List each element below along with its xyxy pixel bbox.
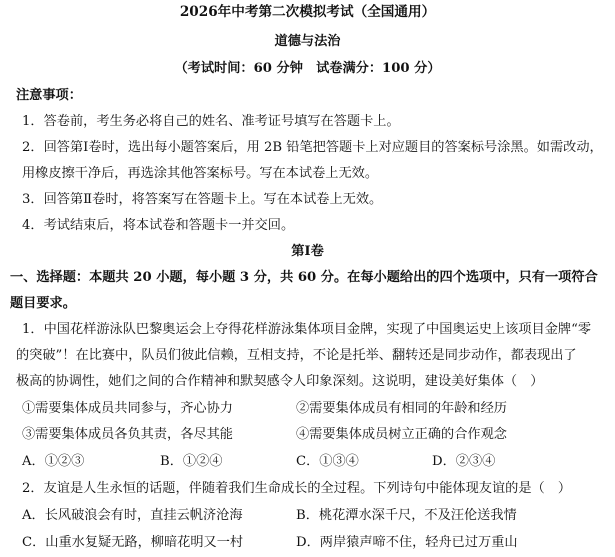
q1-option-c: C．①③④ xyxy=(296,454,359,469)
exam-info: （考试时间：60 分钟 试卷满分：100 分） xyxy=(174,61,441,76)
q1-statement-3: ③需要集体成员各负其责，各尽其能 xyxy=(22,427,233,442)
notice-item-2-cont: 用橡皮擦干净后，再选涂其他答案标号。写在本试卷上无效。 xyxy=(22,166,379,181)
q1-statement-4: ④需要集体成员树立正确的合作观念 xyxy=(296,427,507,442)
q1-option-b: B．①②④ xyxy=(160,454,223,469)
section-instructions: 一、选择题：本题共 20 小题，每小题 3 分，共 60 分。在每小题给出的四个选项中，只有一项符合 xyxy=(10,270,598,285)
q1-statement-2: ②需要集体成员有相同的年龄和经历 xyxy=(296,401,507,416)
q1-stem-cont-2: 极高的协调性，她们之间的合作精神和默契感令人印象深刻。这说明，建设美好集体（ ） xyxy=(16,374,544,389)
q1-option-a: A．①②③ xyxy=(22,454,85,469)
notice-heading: 注意事项： xyxy=(16,88,82,103)
notice-item-3: 3．回答第Ⅱ卷时，将答案写在答题卡上。写在本试卷上无效。 xyxy=(22,192,383,207)
q1-option-d: D．②③④ xyxy=(432,454,496,469)
exam-title: 2026年中考第二次模拟考试（全国通用） xyxy=(179,4,436,20)
q1-stem: 1．中国花样游泳队巴黎奥运会上夺得花样游泳集体项目金牌，实现了中国奥运史上该项目金牌“零 xyxy=(22,322,592,337)
notice-item-1: 1．答卷前，考生务必将自己的姓名、准考证号填写在答题卡上。 xyxy=(22,114,400,129)
q2-option-d: D．两岸猿声啼不住，轻舟已过万重山 xyxy=(296,535,518,550)
notice-item-2: 2．回答第Ⅰ卷时，选出每小题答案后，用 2B 铅笔把答题卡上对应题目的答案标号涂黑。如需改动， xyxy=(22,140,603,155)
q1-stem-cont: 的突破”！在比赛中，队员们彼此信赖，互相支持，不论是托举、翻转还是同步动作，都表现出了 xyxy=(16,348,577,363)
q2-stem: 2．友谊是人生永恒的话题，伴随着我们生命成长的全过程。下列诗句中能体现友谊的是（ ） xyxy=(22,481,572,496)
q1-statement-1: ①需要集体成员共同参与，齐心协力 xyxy=(22,401,233,416)
q2-option-b: B．桃花潭水深千尺，不及汪伦送我情 xyxy=(296,508,517,523)
q2-option-a: A．长风破浪会有时，直挂云帆济沧海 xyxy=(22,508,243,523)
section-title: 第Ⅰ卷 xyxy=(291,244,324,259)
section-instructions-cont: 题目要求。 xyxy=(10,296,76,311)
notice-item-4: 4．考试结束后，将本试卷和答题卡一并交回。 xyxy=(22,218,295,233)
subject-title: 道德与法治 xyxy=(274,34,341,49)
q2-option-c: C．山重水复疑无路，柳暗花明又一村 xyxy=(22,535,244,550)
